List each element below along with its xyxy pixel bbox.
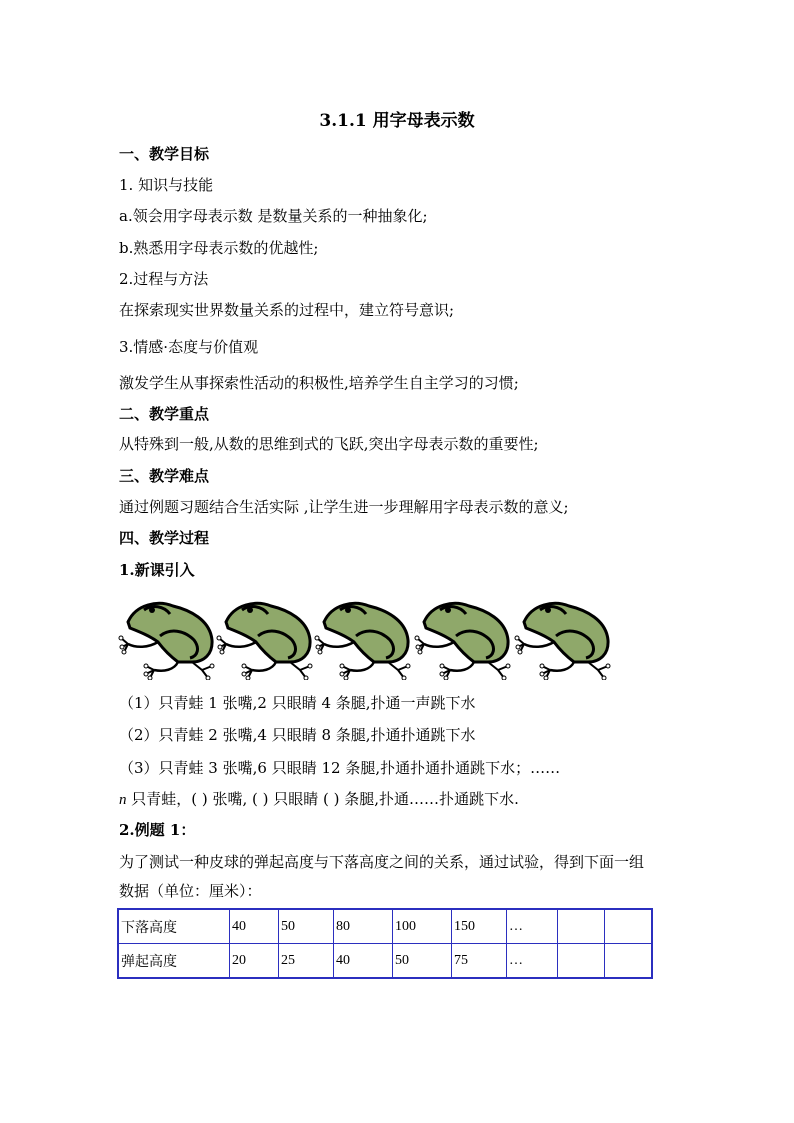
example-text-1: 为了测试一种皮球的弹起高度与下落高度之间的关系，通过试验，得到下面一组 bbox=[119, 853, 645, 871]
data-table bbox=[117, 908, 653, 979]
table-cell: 100 bbox=[393, 909, 452, 944]
table-cell: 75 bbox=[452, 944, 507, 979]
section-heading-difficulty: 三、教学难点 bbox=[119, 467, 210, 485]
frog-image-3 bbox=[315, 603, 410, 680]
table-cell: 40 bbox=[334, 944, 393, 979]
section-heading-focus: 二、教学重点 bbox=[119, 405, 210, 423]
subheading-example: 2.例题 1： bbox=[119, 821, 196, 839]
frog-image-2 bbox=[217, 603, 312, 680]
table-cell bbox=[605, 944, 653, 979]
frog-line-n-text: 只青蛙，( ) 张嘴, ( ) 只眼睛 ( ) 条腿,扑通……扑通跳下水. bbox=[126, 790, 519, 808]
frogs-illustration bbox=[118, 592, 618, 680]
subheading-attitude: 3.情感·态度与价值观 bbox=[119, 338, 259, 356]
table-cell: 25 bbox=[279, 944, 334, 979]
goal-item-a: a.领会用字母表示数 是数量关系的一种抽象化; bbox=[119, 207, 428, 225]
attitude-text: 激发学生从事探索性活动的积极性,培养学生自主学习的习惯; bbox=[119, 374, 519, 392]
table-cell: … bbox=[507, 944, 558, 979]
table-row bbox=[118, 944, 652, 979]
frog-line-2: （2）只青蛙 2 张嘴,4 只眼睛 8 条腿,扑通扑通跳下水 bbox=[119, 726, 476, 744]
process-text: 在探索现实世界数量关系的过程中，建立符号意识; bbox=[119, 301, 455, 319]
section-heading-process: 四、教学过程 bbox=[119, 529, 210, 547]
page-title: 3.1.1 用字母表示数 bbox=[319, 111, 475, 131]
frog-image-1 bbox=[119, 603, 214, 680]
subheading-knowledge: 1. 知识与技能 bbox=[119, 176, 214, 194]
table-cell: 150 bbox=[452, 909, 507, 944]
frog-line-1: （1）只青蛙 1 张嘴,2 只眼睛 4 条腿,扑通一声跳下水 bbox=[119, 694, 476, 712]
frog-image-4 bbox=[415, 603, 510, 680]
variable-n: n bbox=[119, 792, 127, 808]
example-text-2: 数据（单位：厘米）： bbox=[119, 882, 262, 900]
focus-text: 从特殊到一般,从数的思维到式的飞跃,突出字母表示数的重要性; bbox=[119, 435, 539, 453]
table-cell: 50 bbox=[393, 944, 452, 979]
table-cell bbox=[558, 909, 605, 944]
table-row bbox=[118, 909, 652, 944]
table-cell: 弹起高度 bbox=[118, 944, 230, 979]
table-cell: 50 bbox=[279, 909, 334, 944]
table-cell: 80 bbox=[334, 909, 393, 944]
table-cell: 40 bbox=[230, 909, 279, 944]
goal-item-b: b.熟悉用字母表示数的优越性; bbox=[119, 239, 319, 257]
subheading-intro: 1.新课引入 bbox=[119, 561, 195, 579]
frog-image-5 bbox=[515, 603, 610, 680]
table-cell bbox=[558, 944, 605, 979]
frog-line-3: （3）只青蛙 3 张嘴,6 只眼睛 12 条腿,扑通扑通扑通跳下水；…… bbox=[119, 759, 561, 777]
table-cell: … bbox=[507, 909, 558, 944]
table-cell: 20 bbox=[230, 944, 279, 979]
difficulty-text: 通过例题习题结合生活实际 ,让学生进一步理解用字母表示数的意义; bbox=[119, 498, 569, 516]
section-heading-goals: 一、教学目标 bbox=[119, 145, 210, 163]
frog-line-n bbox=[119, 788, 519, 811]
table-cell bbox=[605, 909, 653, 944]
table-cell: 下落高度 bbox=[118, 909, 230, 944]
subheading-process: 2.过程与方法 bbox=[119, 270, 209, 288]
